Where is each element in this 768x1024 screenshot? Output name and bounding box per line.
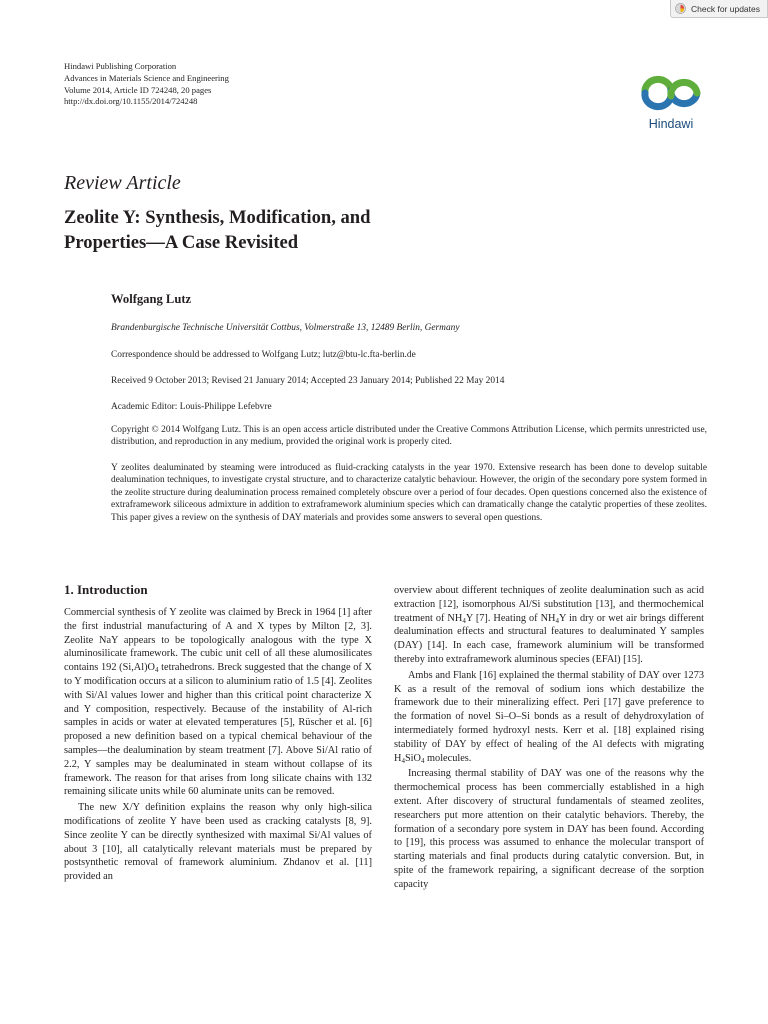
article-type: Review Article	[64, 172, 181, 194]
affiliation: Brandenburgische Technische Universität Cottbus, Volmerstraße 13, 12489 Berlin, Germany	[111, 323, 460, 333]
doi-link[interactable]: http://dx.doi.org/10.1155/2014/724248	[64, 96, 198, 107]
hindawi-wordmark: Hindawi	[648, 117, 694, 131]
academic-editor: Academic Editor: Louis-Philippe Lefebvre	[111, 402, 272, 412]
body-paragraph: Commercial synthesis of Y zeolite was claimed by Breck in 1964 [1] after the first industrial manufacturing of A and X types by Milton [2, 3]. Zeolite NaY appears to be topologically analogous with the type X aluminosilicate framework. The cubic unit cell of all these alumosilicates contains 192 $(Si,Al)O_4$ tetrahedrons. Breck suggested that the change of X to Y modification occurs at a silicon to aluminium ratio of 1.5 [4]. Zeolites with Si/Al values lower and higher than this critical point characterize X and Y composition, respectively. Because of the instability of Al-rich samples in acids or water at elevated temperatures [5], Rüscher et al. [6] proposed a new definition based on a typical chemical behaviour of the samples—the dealumination by steam treatment [7]. Above Si/Al ratio of 2.2, Y samples may be dealuminated in steam without collapse of its framework. The reason for that arises from long silicate chains with 132 remaining silicate units while 60 aluminate units can be removed.	[64, 607, 372, 798]
title-line-2: Properties—A Case Revisited	[64, 232, 299, 253]
section-heading: 1. Introduction	[64, 582, 148, 597]
body-paragraph: Ambs and Flank [16] explained the thermal stability of DAY over 1273 K as a result of the removal of sodium ions which destabilize the framework due to their mineralizing effect. Peri [17] gave preference to the formation of novel Si–O–Si bonds as a result of dehydroxylation of intermediately formed hydroxyl nests. Kerr et al. [18] explained rising stability of DAY by effect of healing of the Al defects with migrating $H_4SiO_4$ molecules.	[394, 669, 704, 765]
body-paragraph: overview about different techniques of zeolite dealumination such as acid extraction [12], isomorphous Al/Si substitution [13], and thermochemical treatment of $NH_4Y$ [7]. Heating of $NH_4Y$ in dry or wet air brings different dealumination effects and structural features to dealuminated Y samples (DAY) [14]. In each case, framework aluminium will be transformed thereby into extraframework aluminous species (EFAl) [15].	[394, 585, 704, 665]
update-badge-icon	[675, 3, 686, 14]
body-column-left	[64, 606, 372, 884]
volume-info: Volume 2014, Article ID 724248, 20 pages	[64, 84, 212, 95]
journal-info	[64, 61, 229, 108]
publisher-name: Hindawi Publishing Corporation	[64, 61, 177, 71]
body-paragraph: Increasing thermal stability of DAY was one of the reasons why the thermochemical process has been commercially established in a high extent. After discovery of structural fundamentals of steamed zeolites, researchers put more attention on their catalytic behaviors. Thereby, the formation of a secondary pore system in DAY has been found. According to [19], this process was assumed to enhance the molecular transport of starting materials and final products during catalytic conversion. But, in spite of the framework repairing, a significant decrease of the sorption capacity	[394, 768, 704, 890]
publication-dates: Received 9 October 2013; Revised 21 January 2014; Accepted 23 January 2014; Published 22 May 2014	[111, 376, 505, 386]
title-line-1: Zeolite Y: Synthesis, Modification, and	[64, 207, 371, 228]
check-for-updates-button[interactable]	[670, 0, 768, 18]
article-title	[64, 205, 564, 255]
body-paragraph: The new X/Y definition explains the reason why only high-silica modifications of zeolite Y have been used as cracking catalysts [8, 9]. Since zeolite Y can be directly synthesized with maximal Si/Al values of about 3 [10], all catalytically relevant materials must be prepared by postsynthetic removal of framework aluminium. Zhdanov et al. [11] provided an	[64, 802, 372, 883]
author-name: Wolfgang Lutz	[111, 292, 192, 306]
body-column-right	[394, 584, 704, 892]
correspondence: Correspondence should be addressed to Wolfgang Lutz; lutz@btu-lc.fta-berlin.de	[111, 350, 416, 360]
check-for-updates-label: Check for updates	[691, 3, 760, 14]
abstract: Y zeolites dealuminated by steaming were introduced as fluid-cracking catalysts in the year 1970. Extensive research has been done to develop suitable dealumination techniques, to investigate crystal structure, and to characterize catalytic behaviour. However, the origin of the secondary pore system formed in the zeolite structure during dealumination process remained completely obscure over a period of four decades. Open questions concerned also the existence of extraframework siliceous admixture in addition to extraframework aluminium species which can dramatically change the catalytic properties of these zeolites. This paper gives a review on the synthesis of DAY materials and provides some answers to several open questions.	[111, 463, 707, 523]
copyright-notice: Copyright © 2014 Wolfgang Lutz. This is an open access article distributed under the Creative Commons Attribution License, which permits unrestricted use, distribution, and reproduction in any medium, provided the original work is properly cited.	[111, 425, 707, 448]
journal-name: Advances in Materials Science and Engineering	[64, 72, 229, 83]
